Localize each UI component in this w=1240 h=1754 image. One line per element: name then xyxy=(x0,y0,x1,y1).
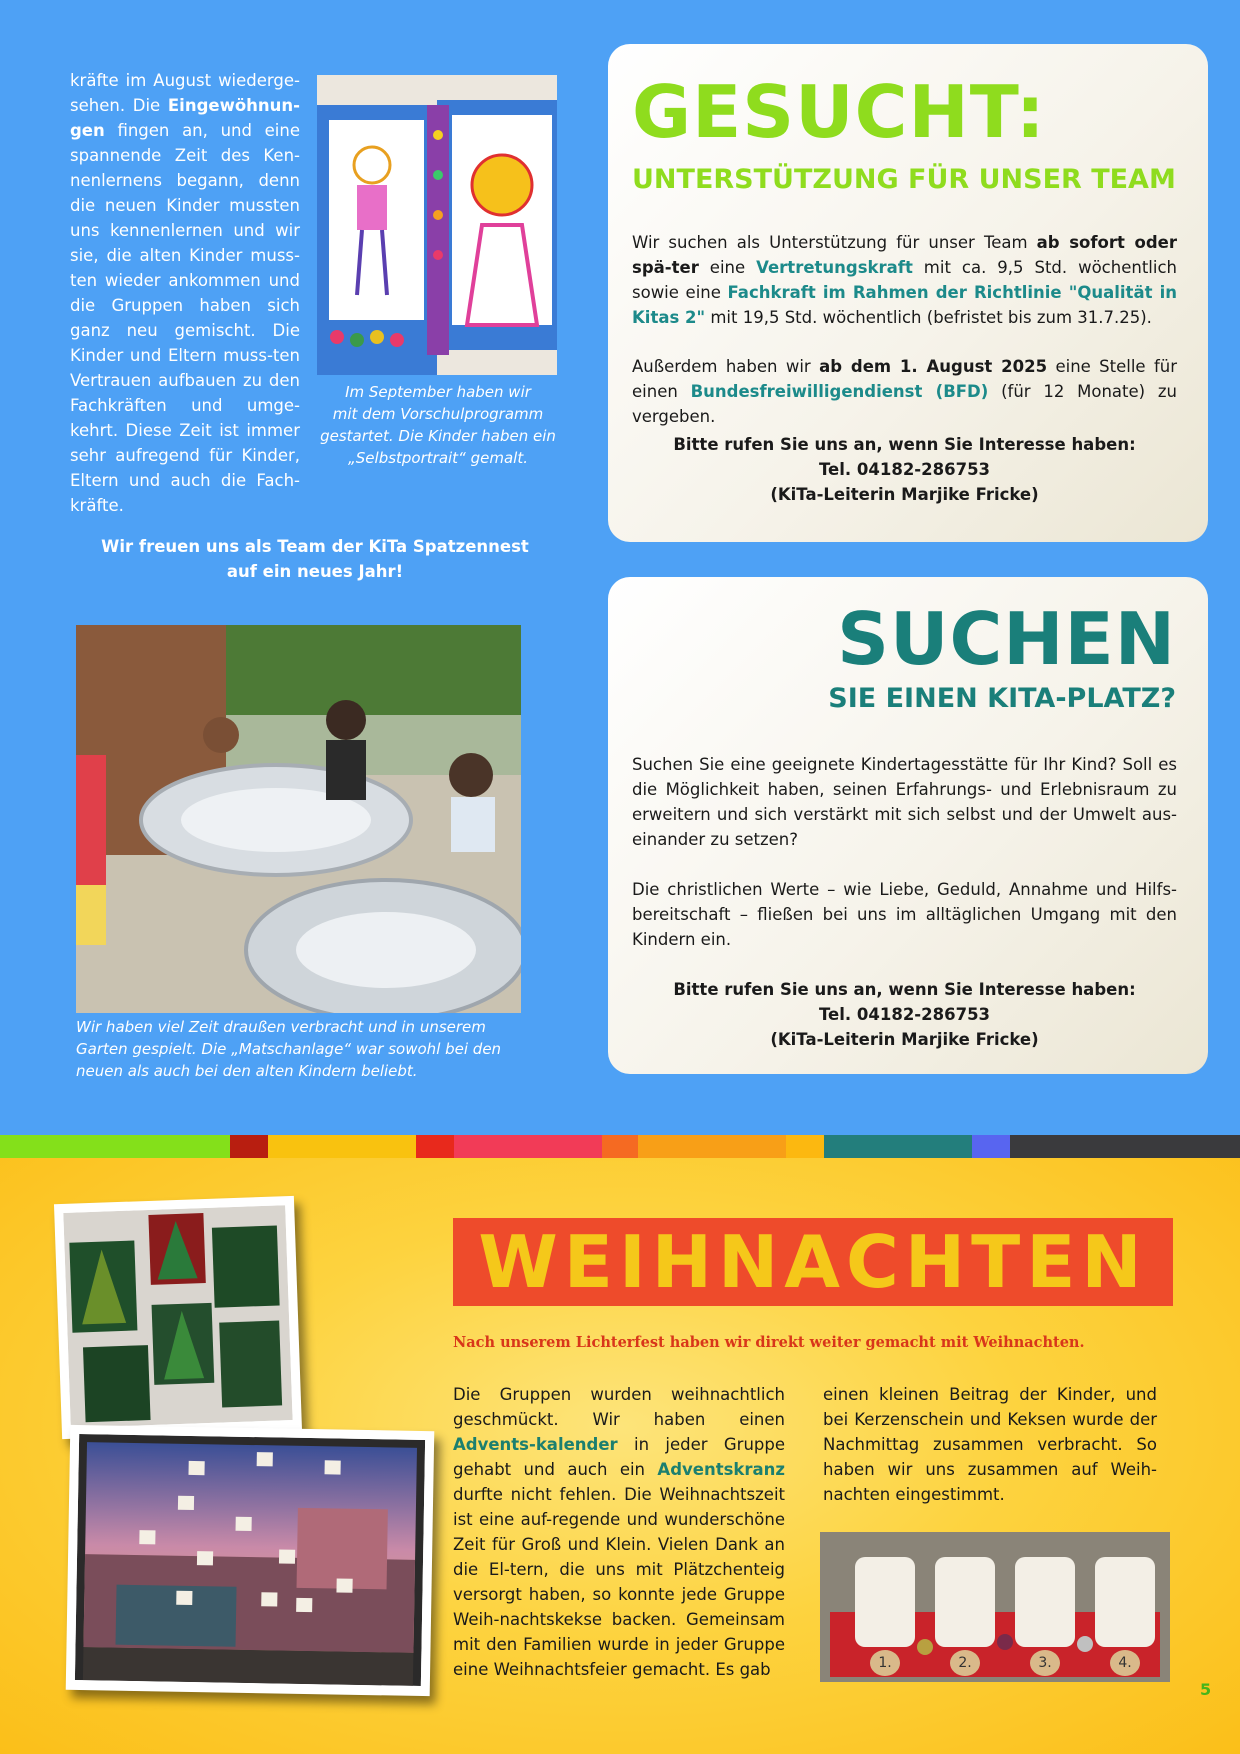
self-portrait-caption xyxy=(318,381,558,469)
text: Außerdem haben wir xyxy=(632,357,820,376)
contact-phone: Tel. 04182-286753 xyxy=(818,1005,991,1024)
stripe-segment xyxy=(268,1135,416,1158)
garden-caption xyxy=(76,1016,536,1082)
text: Die Gruppen wurden weihnachtlich geschmückt. Wir haben einen xyxy=(453,1385,785,1429)
christmas-column-2: einen kleinen Beitrag der Kinder, und bei Kerzenschein und Keksen wurde der Nachmittag zusammen verbracht. So haben wir uns zusammen auf Weih-nachten eingestimmt. xyxy=(823,1385,1157,1504)
candle-number-1: 1. xyxy=(870,1650,900,1676)
stripe-segment xyxy=(230,1135,268,1158)
caption-line: „Selbstportrait“ gemalt. xyxy=(348,449,528,467)
self-portrait-illustration xyxy=(317,75,557,375)
candle-number-4: 4. xyxy=(1110,1650,1140,1676)
text: mit 19,5 Std. wöchentlich (befristet bis zum 31.7.25). xyxy=(705,308,1152,327)
card-team-paragraph-2 xyxy=(632,354,1177,429)
stripe-segment xyxy=(602,1135,638,1158)
card-place-paragraph-1: Suchen Sie eine geeignete Kindertagesstätte für Ihr Kind? Soll es die Möglichkeit haben, seinen Erfahrungs- und Erlebnisraum zu erweitern und sich verstärkt mit sich selbst und der Umwelt aus-einander zu setzen? xyxy=(632,755,1177,849)
caption-line: gestartet. Die Kinder haben ein xyxy=(320,427,556,445)
stripe-segment xyxy=(786,1135,824,1158)
highlight-adventskranz: Adventskranz xyxy=(657,1460,785,1479)
stripe-segment xyxy=(972,1135,1010,1158)
caption-line: Im September haben wir xyxy=(345,383,531,401)
christmas-column-1 xyxy=(453,1382,785,1682)
team-message xyxy=(70,534,560,584)
text: Wir suchen als Unterstützung für unser Team xyxy=(632,233,1037,252)
stripe-segment xyxy=(454,1135,602,1158)
stripe-segment xyxy=(416,1135,454,1158)
bold-text: ab dem 1. August 2025 xyxy=(819,357,1048,376)
team-message-line: auf ein neues Jahr! xyxy=(226,562,404,581)
contact-person: (KiTa-Leiterin Marjike Fricke) xyxy=(770,1030,1039,1049)
text: mit ca. 9,5 Std. wöchentlich sowie eine xyxy=(632,258,1177,302)
stripe-segment xyxy=(638,1135,786,1158)
stripe-segment xyxy=(0,1135,230,1158)
card-team-paragraph-1 xyxy=(632,230,1177,330)
highlight-fachkraft: Fachkraft im Rahmen der Richtlinie "Qualität in Kitas 2" xyxy=(632,283,1177,327)
intro-text-2: fingen an, und eine spannende Zeit des Ken-nenlernens begann, denn die neuen Kinder mussten uns kennenlernen und wir sie, die alten Kinder muss-ten wieder ankommen und die Gruppen haben sich ganz neu gemischt. Die Kinder und Eltern muss-ten Vertrauen aufbauen zu den Fachkräften und umge-kehrt. Diese Zeit ist immer sehr aufregend für Kinder, Eltern und auch die Fach-kräfte. xyxy=(70,121,300,515)
garden-photo xyxy=(76,625,521,1013)
card-team-subheadline: UNTERSTÜTZUNG FÜR UNSER TEAM xyxy=(632,164,1176,195)
highlight-bfd: Bundesfreiwilligendienst (BFD) xyxy=(690,382,989,401)
caption-line: neuen als auch bei den alten Kindern beliebt. xyxy=(76,1062,418,1080)
text: eine xyxy=(698,258,757,277)
candle-number-2: 2. xyxy=(950,1650,980,1676)
intro-paragraph xyxy=(70,68,300,518)
card-place-subheadline: SIE EINEN KITA-PLATZ? xyxy=(828,683,1176,714)
caption-line: mit dem Vorschulprogramm xyxy=(332,405,544,423)
caption-line: Garten gespielt. Die „Matschanlage“ war sowohl bei den xyxy=(76,1040,502,1058)
card-place-headline: SUCHEN xyxy=(837,597,1176,681)
advent-candles-photo xyxy=(820,1532,1170,1682)
contact-person: (KiTa-Leiterin Marjike Fricke) xyxy=(770,485,1039,504)
text: durfte nicht fehlen. Die Weihnachtszeit ist eine auf-regende und wunderschöne Zeit für Groß und Klein. Vielen Dank an die El-tern, die uns mit Plätzchenteig versorgt haben, so konnte jede Gruppe Weih-nachtskekse backen. Gemeinsam mit den Familien wurde in jeder Gruppe eine Weihnachtsfeier gemacht. Es gab xyxy=(453,1485,785,1679)
card-place-paragraph-2: Die christlichen Werte – wie Liebe, Geduld, Annahme und Hilfs-bereitschaft – fließen bei uns im alltäglichen Umgang mit den Kindern ein. xyxy=(632,880,1177,949)
card-team-headline: GESUCHT: xyxy=(632,70,1046,154)
job-offer-card xyxy=(608,44,1208,542)
contact-phone: Tel. 04182-286753 xyxy=(818,460,991,479)
christmas-headline: WEIHNACHTEN xyxy=(453,1218,1173,1306)
card-place-contact xyxy=(632,977,1177,1052)
self-portrait-photo xyxy=(317,75,557,375)
bold-text: ab sofort oder spä-ter xyxy=(632,233,1178,277)
christmas-tree-art-illustration xyxy=(63,1205,292,1428)
advent-calendar-photo xyxy=(66,1425,435,1696)
intro-bold-eingewoehnungen: Eingewöhnun-gen xyxy=(70,96,300,140)
text: eine Stelle für einen xyxy=(632,357,1177,401)
caption-line: Wir haben viel Zeit draußen verbracht und in unserem xyxy=(76,1018,486,1036)
text: in jeder Gruppe gehabt und auch ein xyxy=(453,1435,785,1479)
text: (für 12 Monate) zu vergeben. xyxy=(632,382,1178,426)
highlight-adventskalender: Advents-kalender xyxy=(453,1435,618,1454)
team-message-line: Wir freuen uns als Team der KiTa Spatzennest xyxy=(101,537,529,556)
kita-place-card xyxy=(608,577,1208,1074)
intro-text-1: kräfte im August wiederge-sehen. Die xyxy=(70,71,300,115)
candle-number-3: 3. xyxy=(1030,1650,1060,1676)
stripe-segment xyxy=(1010,1135,1240,1158)
highlight-vertretungskraft: Vertretungskraft xyxy=(756,258,913,277)
christmas-intro: Nach unserem Lichterfest haben wir direkt weiter gemacht mit Weihnachten. xyxy=(453,1334,1085,1351)
garden-scene-illustration xyxy=(76,625,521,1013)
contact-line: Bitte rufen Sie uns an, wenn Sie Interesse haben: xyxy=(673,980,1136,999)
advent-calendar-illustration xyxy=(75,1434,425,1686)
card-team-contact xyxy=(632,432,1177,507)
christmas-tree-art-photo xyxy=(54,1196,302,1439)
page-number: 5 xyxy=(1200,1680,1212,1699)
contact-line: Bitte rufen Sie uns an, wenn Sie Interesse haben: xyxy=(673,435,1136,454)
stripe-segment xyxy=(824,1135,972,1158)
